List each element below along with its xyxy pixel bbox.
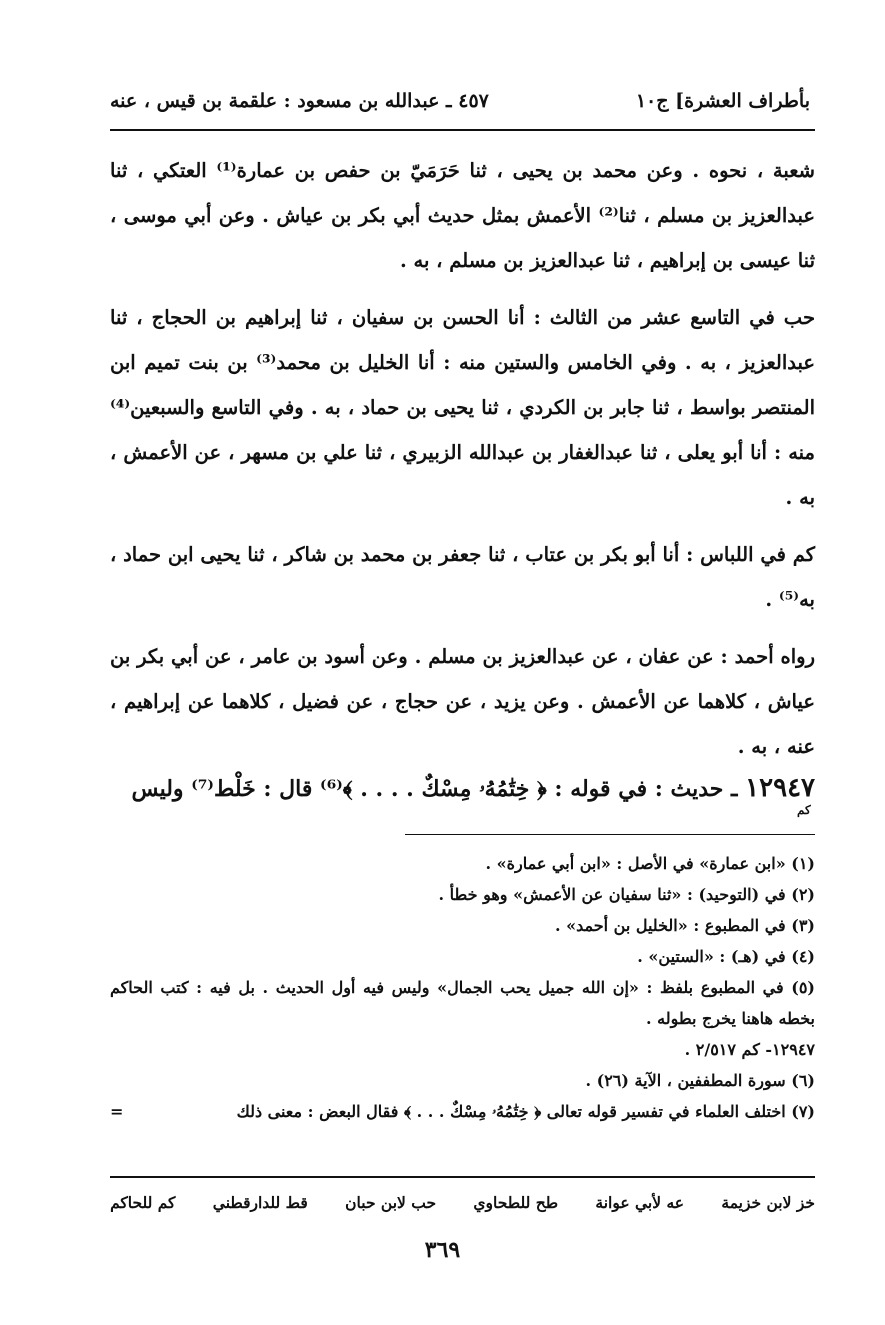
abbreviation-item: طح للطحاوي [473, 1192, 559, 1212]
footnote: (٣) في المطبوع : «الخليل بن أحمد» . [554, 916, 815, 935]
paragraph: كم في اللباس : أنا أبو بكر بن عتاب ، ثنا جعفر بن محمد بن شاكر ، ثنا يحيى ابن حماد ، به⁽⁵⁾ . [110, 543, 815, 611]
footnote-text: (٧) اختلف العلماء في تفسير قوله تعالى ﴿ خِتَٰمُهُۥ مِسْكٌ . . . ﴾ فقال البعض : معنى ذلك [236, 1102, 815, 1121]
footnotes [110, 848, 815, 1127]
hadith-source-mark: كم [797, 803, 811, 817]
abbreviation-item: حب لابن حبان [345, 1192, 437, 1212]
footnote-rule [405, 834, 815, 835]
footnote: (٤) في (هـ) : «الستين» . [637, 947, 815, 966]
main-text [110, 148, 815, 781]
abbreviation-item: عه لأبي عوانة [595, 1192, 685, 1212]
footnote: (١) «ابن عمارة» في الأصل : «ابن أبي عمارة» . [485, 854, 815, 873]
footer-rule [110, 1176, 815, 1178]
abbreviation-item: كم للحاكم [110, 1192, 176, 1212]
hadith-heading [110, 768, 815, 809]
abbreviation-key [110, 1186, 815, 1218]
header-book-title: بأطراف العشرة] ج١٠ [635, 90, 810, 112]
abbreviation-item: خز لابن خزيمة [721, 1192, 815, 1212]
paragraph: شعبة ، نحوه . وعن محمد بن يحيى ، ثنا حَرَمَيّ بن حفص بن عمارة⁽¹⁾ العتكي ، ثنا عبدالعزيز بن مسلم ، ثنا⁽²⁾ الأعمش بمثل حديث أبي بكر بن عياش . وعن أبي موسى ، ثنا عيسى بن إبراهيم ، ثنا عبدالعزيز بن مسلم ، به . [110, 159, 815, 272]
header-rule [110, 129, 815, 131]
abbreviation-item: قط للدارقطني [212, 1192, 308, 1212]
hadith-number: ١٢٩٤٧ [745, 773, 815, 803]
continuation-mark: = [110, 1102, 124, 1121]
hadith-text: ـ حديث : في قوله : ﴿ خِتَٰمُهُۥ مِسْكٌ . . . . ﴾⁽⁶⁾ قال : خَلْط⁽⁷⁾ وليس [131, 776, 738, 802]
running-header [110, 84, 810, 118]
page-number: ٣٦٩ [424, 1237, 461, 1263]
footnote: ١٢٩٤٧- كم ٢/٥١٧ . [684, 1040, 815, 1059]
footnote: (٢) في (التوحيد) : «ثنا سفيان عن الأعمش» وهو خطأ . [438, 885, 815, 904]
paragraph: رواه أحمد : عن عفان ، عن عبدالعزيز بن مسلم . وعن أسود بن عامر ، عن أبي بكر بن عياش ، كلاهما عن الأعمش . وعن يزيد ، عن حجاج ، عن فضيل ، كلاهما عن إبراهيم ، عنه ، به . [110, 645, 815, 758]
paragraph: حب في التاسع عشر من الثالث : أنا الحسن بن سفيان ، ثنا إبراهيم بن الحجاج ، ثنا عبدالعزيز ، به . وفي الخامس والستين منه : أنا الخليل بن محمد⁽³⁾ بن بنت تميم ابن المنتصر بواسط ، ثنا جابر بن الكردي ، ثنا يحيى بن حماد ، به . وفي التاسع والسبعين⁽⁴⁾ منه : أنا أبو يعلى ، ثنا عبدالغفار بن عبدالله الزبيري ، ثنا علي بن مسهر ، عن الأعمش ، به . [110, 306, 815, 509]
footnote [110, 1096, 815, 1127]
footnote: (٦) سورة المطففين ، الآية (٢٦) . [585, 1071, 815, 1090]
footnote: (٥) في المطبوع بلفظ : «إن الله جميل يحب الجمال» وليس فيه أول الحديث . بل فيه : كتب الحاكم بخطه هاهنا يخرج بطوله . [110, 978, 815, 1028]
header-section-title: ٤٥٧ ـ عبدالله بن مسعود : علقمة بن قيس ، عنه [110, 90, 489, 112]
